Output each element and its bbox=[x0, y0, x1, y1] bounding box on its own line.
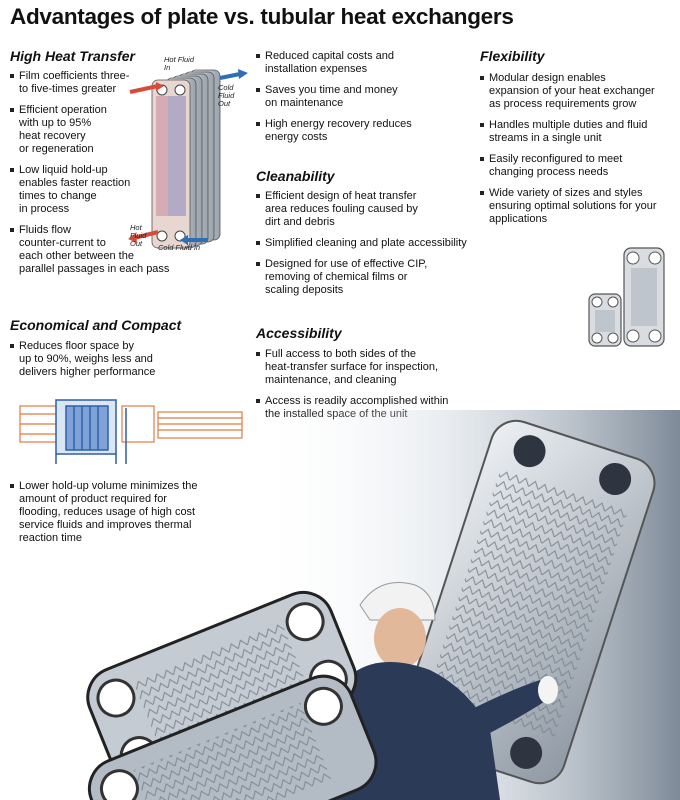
list-item: Simplified cleaning and plate accessibility bbox=[256, 237, 476, 250]
heading-flexibility: Flexibility bbox=[480, 48, 545, 64]
list-flexibility bbox=[480, 72, 675, 234]
list-item: Full access to both sides of the heat-transfer surface for inspection, maintenance, and cleaning bbox=[256, 348, 476, 387]
heading-high-heat-transfer: High Heat Transfer bbox=[10, 48, 135, 64]
heading-economical-compact: Economical and Compact bbox=[10, 317, 182, 333]
list-item: Reduced capital costs and installation expenses bbox=[256, 50, 466, 76]
list-costs bbox=[256, 50, 466, 152]
list-economical-compact-1 bbox=[10, 340, 240, 387]
heading-cleanability: Cleanability bbox=[256, 168, 335, 184]
plates-photo bbox=[0, 410, 680, 800]
heading-accessibility: Accessibility bbox=[256, 325, 342, 341]
list-item: Handles multiple duties and fluid streams in a single unit bbox=[480, 119, 675, 145]
label-cold-fluid-in: Cold Fluid In bbox=[158, 243, 201, 252]
list-item: Easily reconfigured to meet changing process needs bbox=[480, 153, 675, 179]
label-hot-fluid-out: Hot Fluid Out bbox=[130, 223, 147, 248]
list-item: Designed for use of effective CIP, removing of chemical films or scaling deposits bbox=[256, 258, 476, 297]
list-item: Modular design enables expansion of your heat exchanger as process requirements grow bbox=[480, 72, 675, 111]
list-item: Reduces floor space by up to 90%, weighs less and delivers higher performance bbox=[10, 340, 240, 379]
page-title: Advantages of plate vs. tubular heat exchangers bbox=[10, 4, 514, 29]
list-item: Access is readily accomplished within bbox=[256, 395, 476, 421]
list-cleanability bbox=[256, 190, 476, 305]
list-item: Lower hold-up volume minimizes the amount of product required for flooding, reduces usage of high cost service fluids and improves thermal reaction time bbox=[10, 480, 250, 545]
plate-sizes-diagram bbox=[586, 246, 666, 350]
list-item: Film coefficients three- to five-times greater bbox=[10, 70, 160, 96]
list-item: Saves you time and money on maintenance bbox=[256, 84, 466, 110]
list-item: Low liquid hold-up enables faster reaction times to change in process bbox=[10, 164, 160, 216]
label-hot-fluid-in: Hot Fluid In bbox=[164, 55, 195, 72]
plate-pack-diagram bbox=[128, 52, 258, 252]
list-item: Efficient operation with up to 95% heat recovery or regeneration bbox=[10, 104, 160, 156]
label-cold-fluid-out: Cold Fluid Out bbox=[218, 83, 235, 108]
list-item: Fluids flow counter-current to each other between the parallel passages in each pass bbox=[10, 224, 259, 276]
list-item: Efficient design of heat transfer area reduces fouling caused by dirt and debris bbox=[256, 190, 476, 229]
list-item: Wide variety of sizes and styles ensuring optimal solutions for your applications bbox=[480, 187, 675, 226]
list-item: High energy recovery reduces energy costs bbox=[256, 118, 466, 144]
